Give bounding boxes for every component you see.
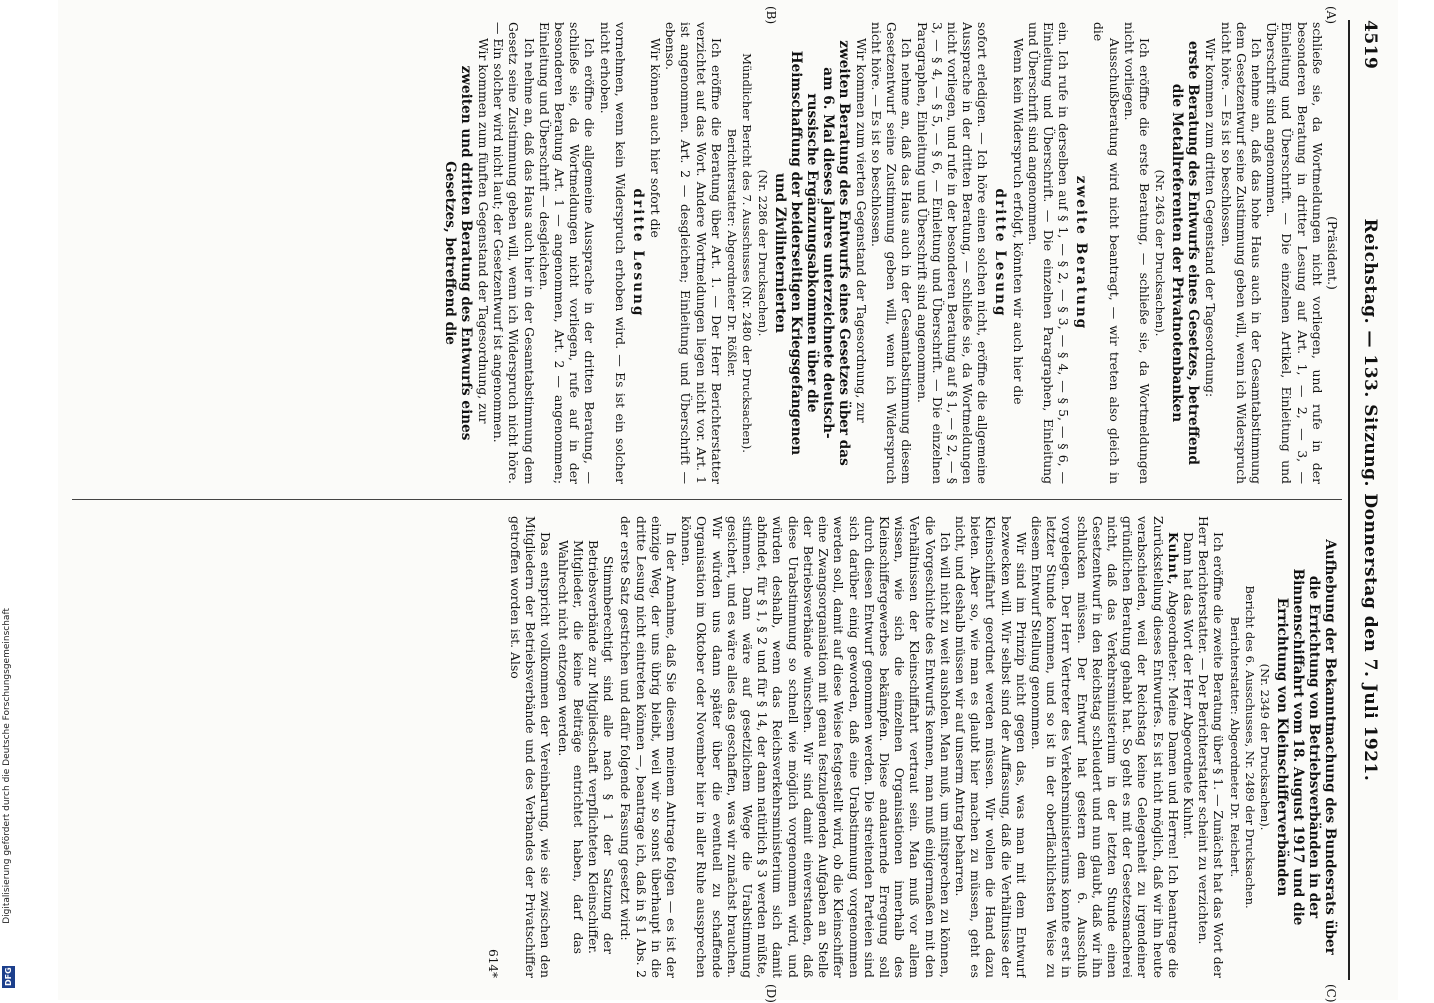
reading-heading: dritte Lesung xyxy=(992,188,1009,318)
agenda-heading: zweiten und dritten Beratung des Entwurfs eines Gesetzes, betreffend die xyxy=(441,65,474,441)
paragraph: Das entspricht vollkommen der Vereinbarung, wie sie zwischen den Mitgliedern der Betriebsverbände und des Verbandes der Privatschiffer getroffen worden ist. Also xyxy=(508,516,554,978)
document-reference: (Nr. 2349 der Drucksachen). xyxy=(1258,663,1272,831)
paragraph: Wir können auch hier sofort die xyxy=(648,38,664,238)
margin-mark-c: (C) xyxy=(1324,984,1338,1003)
agenda-heading: erste Beratung des Entwurfs eines Gesetzes, betreffend die Metallreferenten der Privatnotenbanken xyxy=(1169,40,1202,466)
margin-mark-a: (A) xyxy=(1324,6,1338,25)
paragraph: Ich eröffne die Beratung über Art. 1. — Der Herr Berichterstatter verzichtet auf das Wort. Andere Wortmeldungen liegen nicht vor. Art. 1 ist angenommen. Art. 2 — desgleichen; Einleitung und Überschrift — ebenso. xyxy=(663,22,724,484)
signature-mark: 614* xyxy=(485,949,500,978)
paragraph: Ich eröffne die allgemeine Aussprache in der dritten Beratung, — schließe sie, da Wortmeldungen nicht vorliegen, rufe auf in der besonderen Beratung Art. 1 — angenommen, Art. 2 — angenommen; Einleitung und Überschrift — desgleichen. xyxy=(536,22,598,484)
paragraph: Wir kommen zum fünften Gegenstand der Tagesordnung, zur xyxy=(476,38,492,424)
paragraph: Wir kommen zum vierten Gegenstand der Tagesordnung, zur xyxy=(853,38,869,423)
header-rule xyxy=(1348,20,1350,980)
paragraph: Ich eröffne die erste Beratung, — schließe sie, da Wortmeldungen nicht vorliegen. xyxy=(1121,22,1152,484)
reading-heading: dritte Lesung xyxy=(629,188,646,318)
dfg-logo: DFG xyxy=(4,967,13,987)
paragraph: schließe sie, da Wortmeldungen nicht vorliegen, und rufe in der besonderen Beratung in dritter Lesung auf Art. 1, — 2, — 3, — Einleitung und Überschrift. — Die einzelnen Artikel, Einleitung und Überschrift sind angenommen. xyxy=(1264,22,1325,484)
speech-paragraph xyxy=(1029,516,1181,978)
quoted-amendment: Stimmberechtigt sind alle nach § 1 der Satzung der Betriebsverbände zur Mitgliedschaft verpflichteten Kleinschiffer. Mitglieder, die keine Beiträge entrichtet haben, darf das Wahlrecht nicht entzogen werden. xyxy=(555,540,617,954)
reporter-line: Berichterstatter: Abgeordneter Dr. Reichert. xyxy=(1227,616,1242,878)
page-header xyxy=(1350,20,1384,980)
paragraph: Ich nehme an, daß das Haus auch hier in der Gesamtabstimmung dem Gesetz seine Zustimmung geben will, wenn ich Widerspruch nicht höre. — Ein solcher wird nicht laut; der Gesetzentwurf ist angenommen. xyxy=(491,22,537,484)
reading-heading: zweite Beratung xyxy=(1073,175,1090,331)
paragraph: Ich will nicht zu weit ausholen. Man muß, um mitsprechen zu können, die Vorgeschichte des Entwurfs kennen, man muß einigermaßen mit den Verhältnissen der Kleinschiffahrt vertraut sein. Man muß vor allem wissen, wie sich die einzelnen Organisationen innerhalb des Kleinschiffergewerbes bekämpfen. Diese andauernde Erregung soll durch diesen Entwurf genommen werden. Die streitenden Parteien sind sich darüber einig geworden, daß eine Urabstimmung vorgenommen werden soll, damit auf diese Weise festgestellt wird, ob die Kleinschiffer eine Zwangsorganisation mit genau festzulegenden Aufgaben an Stelle der Betriebsverbände wünschen. Wir sind damit einverstanden, daß diese Urabstimmung so schnell wie möglich vorgenommen wird, und würden deshalb, wenn das Reichsverkehrsministerium sich damit abfindet, für § 1, § 2 und für § 14, der dann natürlich § 3 werden müßte, stimmen. Dann wäre auf gesetzlichem Wege die Urabstimmung gesichert, und es wäre alles das geschaffen, was wir zunächst brauchen. Wir würden uns dann später über die eventuell zu schaffende Organisation im Oktober oder November hier in aller Ruhe aussprechen können. xyxy=(679,516,953,978)
page-number: 4519 xyxy=(1360,20,1380,70)
paragraph: Wenn kein Widerspruch erfolgt, könnten wir auch hier die xyxy=(1010,38,1026,405)
paragraph: vornehmen, wenn kein Widerspruch erhoben wird. — Es ist ein solcher nicht erhoben. xyxy=(597,22,628,484)
speaker-name: Kuhnt, xyxy=(1165,532,1181,586)
column-divider xyxy=(72,499,1342,500)
report-reference: Mündlicher Bericht des 7. Ausschusses (Nr. 2480 der Drucksachen). xyxy=(740,53,755,453)
reporter-line: Berichterstatter: Abgeordneter Dr. Rößler. xyxy=(725,128,740,378)
report-reference: Bericht des 6. Ausschusses, Nr. 2489 der Drucksachen. xyxy=(1242,585,1257,909)
paragraph: Ich nehme an, daß das Haus auch in der Gesamtabstimmung diesem Gesetzentwurf seine Zustimmung geben will, wenn ich Widerspruch nicht höre. — Es ist so beschlossen. xyxy=(868,22,915,484)
digitization-credit: Digitalisierung gefördert durch die Deutsche Forschungsgemeinschaft xyxy=(2,608,12,924)
paragraph: In der Annahme, daß Sie diesem meinem Antrage folgen — es ist der einzige Weg, der uns übrig bleibt, weil wir so sonst überhaupt in die dritte Lesung nicht eintreten können —, beantrage ich, daß in § 1 Abs. 2 der erste Satz gestrichen und dafür folgende Fassung gesetzt wird: xyxy=(618,516,680,978)
paragraph: Ich eröffne die zweite Beratung über § 1. — Zunächst hat das Wort der Herr Berichterstatter. — Der Berichterstatter scheint zu verzichten. xyxy=(1196,516,1227,978)
agenda-heading: zweiten Beratung des Entwurfs eines Gesetzes über das am 6. Mai dieses Jahres unterzeichnete deutsch-russische Ergänzungsabkommen über die Heimschaffung der beiderseitigen Kriegsgefangenen und Zivilinternierten xyxy=(771,40,852,466)
speech-text: Abgeordneter: Meine Damen und Herren! Ich beantrage die Zurückstellung dieses Entwurfes. Es ist nicht möglich, daß wir ihn heute verabschieden, weil der Reichstag keine Gelegenheit zu irgendeiner gründlichen Beratung gehabt hat. So geht es mit der Gesetzesmacherei nicht, daß das Verkehrsministerium in der letzten Stunde einen Gesetzentwurf in den Reichstag schleudert und nun glaubt, daß wir ihn schlucken müssen. Der Entwurf hat gestern dem 6. Ausschuß vorgelegen. Der Herr Vertreter des Verkehrsministeriums konnte erst in letzter Stunde kommen, und so ist in der oberflächlichsten Weise zu diesem Entwurf Stellung genommen. xyxy=(1028,516,1181,978)
speaker-intro: (Präsident.) xyxy=(1325,216,1340,290)
page-title: Reichstag. — 133. Sitzung. Donnerstag den 7. Juli 1921. xyxy=(1360,218,1380,782)
paragraph: Ausschußberatung wird nicht beantragt, — wir treten also gleich in die xyxy=(1091,22,1122,484)
right-column xyxy=(70,516,1340,978)
agenda-heading: Aufhebung der Bekanntmachung des Bundesrats über die Errichtung von Betriebsverbänden in der Binnenschiffahrt vom 18. August 1917 und die Errichtung von Kleinschifferverbänden xyxy=(1274,539,1338,955)
paragraph: Ich nehme an, daß das hohe Haus auch in der Gesamtabstimmung dem Gesetzentwurf seine Zustimmung geben will, wenn ich Widerspruch nicht höre. — Es ist so beschlossen. xyxy=(1218,22,1264,484)
document-reference: (Nr. 2463 der Drucksachen). xyxy=(1153,169,1168,337)
paragraph: Dann hat das Wort der Herr Abgeordnete Kuhnt. xyxy=(1180,532,1196,840)
paragraph: Wir kommen zum dritten Gegenstand der Tagesordnung: xyxy=(1203,38,1219,398)
document-reference: (Nr. 2286 der Drucksachen). xyxy=(755,169,770,337)
paragraph: sofort erledigen. — Ich höre einen solchen nicht, eröffne die allgemeine Aussprache in der dritten Beratung, — schließe sie, da Wortmeldungen nicht vorliegen, und rufe in der besonderen Beratung auf § 1, — § 2, — § 3, — § 4, — § 5, — § 6, — Einleitung und Überschrift. — Die einzelnen Paragraphen, Einleitung und Überschrift sind angenommen. xyxy=(914,22,991,484)
margin-mark-d: (D) xyxy=(764,984,778,1003)
document-page xyxy=(58,0,1398,1003)
paragraph: Wir sind im Prinzip nicht gegen das, was man mit dem Entwurf bezwecken will. Wir selbst sind der Auffassung, daß die Verhältnisse der Kleinschiffahrt geordnet werden müssen. Wir wollen die Hand dazu bieten. Aber so, wie man es glaubt hier machen zu müssen, geht es nicht, und deshalb müssen wir auf unserm Antrag beharren. xyxy=(952,516,1029,978)
margin-mark-b: (B) xyxy=(764,6,778,25)
paragraph: ein. Ich rufe in derselben auf § 1, — § 2, — § 3, — § 4, — § 5, — § 6, — Einleitung und Überschrift. — Die einzelnen Paragraphen, Einleitung und Überschrift sind angenommen. xyxy=(1025,22,1072,484)
left-column xyxy=(70,22,1340,484)
